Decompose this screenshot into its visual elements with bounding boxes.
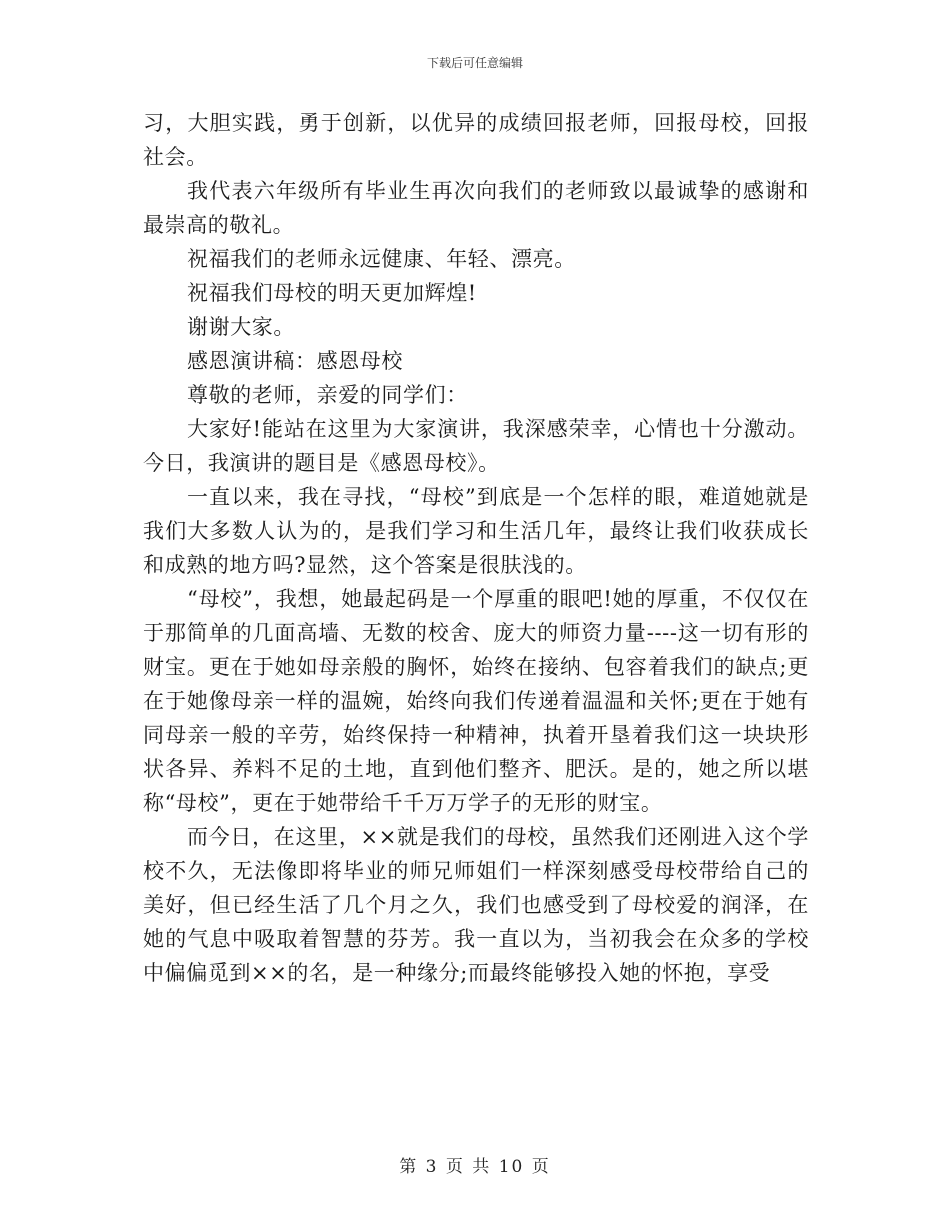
paragraph-2: 我代表六年级所有毕业生再次向我们的老师致以最诚挚的感谢和最崇高的敬礼。: [143, 179, 809, 237]
paragraph-1: 习，大胆实践，勇于创新，以优异的成绩回报老师，回报母校，回报社会。: [143, 111, 809, 169]
salutation: 尊敬的老师，亲爱的同学们：: [187, 383, 468, 407]
paragraph-3: 祝福我们的老师永远健康、年轻、漂亮。: [187, 247, 576, 271]
paragraph-11: 而今日，在这里，××就是我们的母校，虽然我们还刚进入这个学校不久，无法像即将毕业的师兄师姐们一样深刻感受母校带给自己的美好，但已经生活了几个月之久，我们也感受到了母校爱的润泽，在她的气息中吸取着智慧的芬芳。我一直以为，当初我会在众多的学校中偏偏觅到××的名，是一种缘分;而最终能够投入她的怀抱，享受: [143, 825, 809, 985]
paragraph-4: 祝福我们母校的明天更加辉煌!: [187, 281, 477, 305]
paragraph-9: 一直以来，我在寻找，“母校”到底是一个怎样的眼，难道她就是我们大多数人认为的，是我们学习和生活几年，最终让我们收获成长和成熟的地方吗?显然，这个答案是很肤浅的。: [143, 485, 809, 577]
page-number-footer: 第 3 页 共 10 页: [399, 1157, 551, 1177]
paragraph-10: “母校”，我想，她最起码是一个厚重的眼吧!她的厚重，不仅仅在于那简单的几面高墙、无数的校舍、庞大的师资力量----这一切有形的财宝。更在于她如母亲般的胸怀，始终在接纳、包容着我们的缺点;更在于她像母亲一样的温婉，始终向我们传递着温温和关怀;更在于她有同母亲一般的辛劳，始终保持一种精神，执着开垦着我们这一块块形状各异、养料不足的土地，直到他们整齐、肥沃。是的，她之所以堪称“母校”，更在于她带给千千万万学子的无形的财宝。: [143, 587, 809, 815]
page-header-note: 下载后可任意编辑: [426, 56, 523, 70]
section-title: 感恩演讲稿：感恩母校: [187, 349, 403, 373]
paragraph-5: 谢谢大家。: [187, 315, 295, 339]
document-body: [143, 106, 809, 990]
paragraph-8: 大家好!能站在这里为大家演讲，我深感荣幸，心情也十分激动。今日，我演讲的题目是《感恩母校》。: [143, 417, 809, 475]
